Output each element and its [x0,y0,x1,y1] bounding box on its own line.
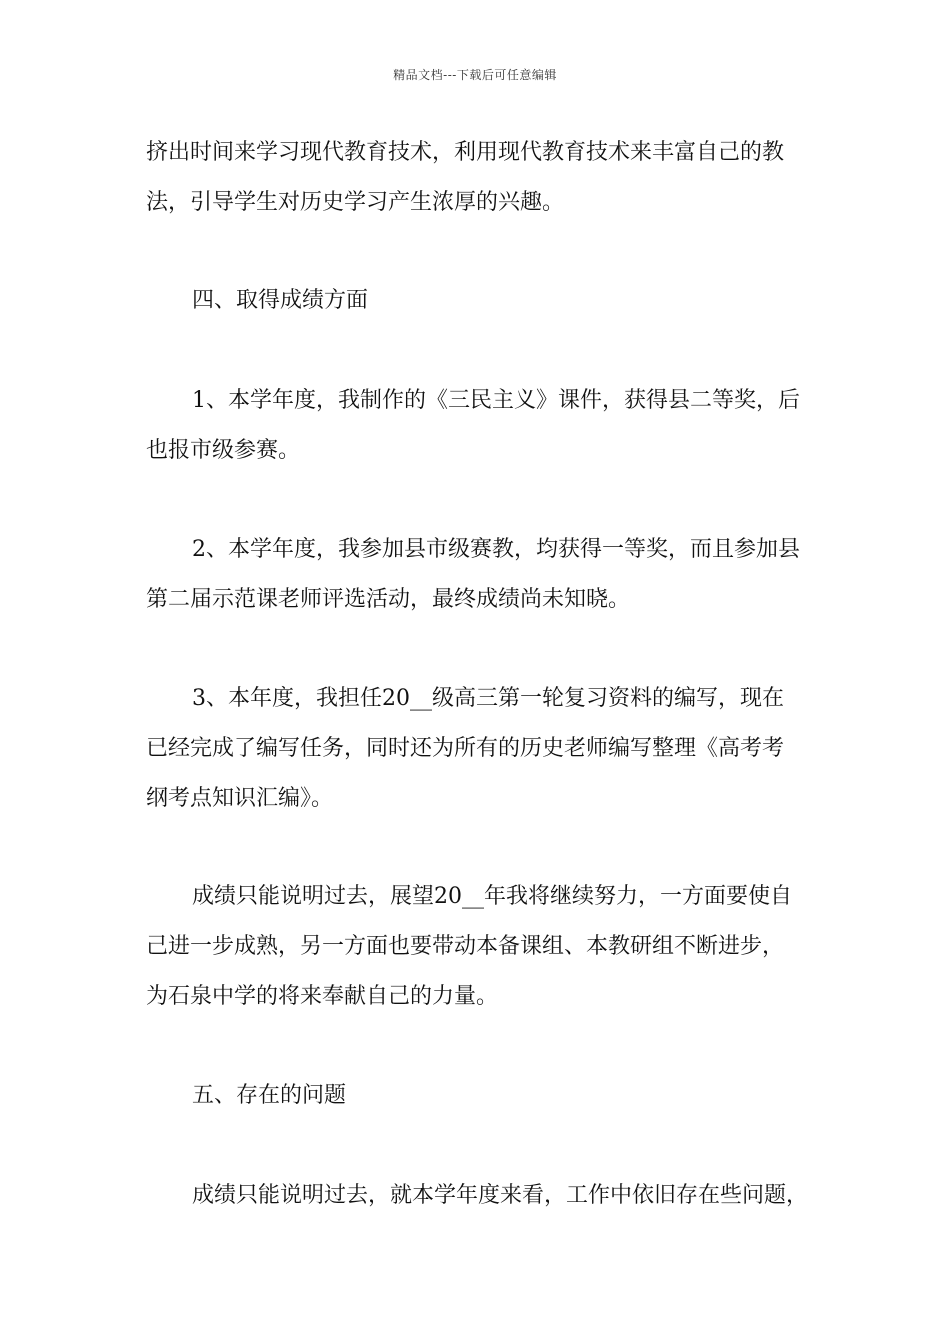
paragraph-outlook [146,872,836,1022]
paragraph-line: 也报市级参赛。 [146,438,301,463]
heading-text: 五、存在的问题 [192,1083,347,1108]
paragraph-line: 挤出时间来学习现代教育技术，利用现代教育技术来丰富自己的教 [146,140,785,165]
paragraph-line: 已经完成了编写任务，同时还为所有的历史老师编写整理《高考考 [146,736,785,761]
paragraph-line: 成绩只能说明过去，展望20__年我将继续努力，一方面要使自 [192,884,792,909]
heading-text: 四、取得成绩方面 [192,288,369,313]
paragraph-line: 法，引导学生对历史学习产生浓厚的兴趣。 [146,190,565,215]
paragraph-line: 为石泉中学的将来奉献自己的力量。 [146,984,499,1009]
paragraph-line: 纲考点知识汇编》。 [146,786,334,811]
paragraph-study-tech [146,128,836,228]
paragraph-line: 成绩只能说明过去，就本学年度来看，工作中依旧存在些问题， [192,1183,809,1208]
paragraph-achievement-2 [146,525,836,625]
paragraph-problems [146,1171,836,1221]
paragraph-line: 己进一步成熟，另一方面也要带动本备课组、本教研组不断进步， [146,934,785,959]
paragraph-line: 1、本学年度，我制作的《三民主义》课件，获得县二等奖，后 [192,388,800,413]
paragraph-achievement-1 [146,376,836,476]
paragraph-line: 3、本年度，我担任20__级高三第一轮复习资料的编写，现在 [192,686,784,711]
paragraph-line: 2、本学年度，我参加县市级赛教，均获得一等奖，而且参加县 [192,537,800,562]
section-heading-achievements [146,276,836,326]
paragraph-line: 第二届示范课老师评选活动，最终成绩尚未知晓。 [146,587,631,612]
section-heading-problems [146,1071,836,1121]
paragraph-achievement-3 [146,674,836,824]
page-header: 精品文档---下载后可任意编辑 [393,68,557,82]
